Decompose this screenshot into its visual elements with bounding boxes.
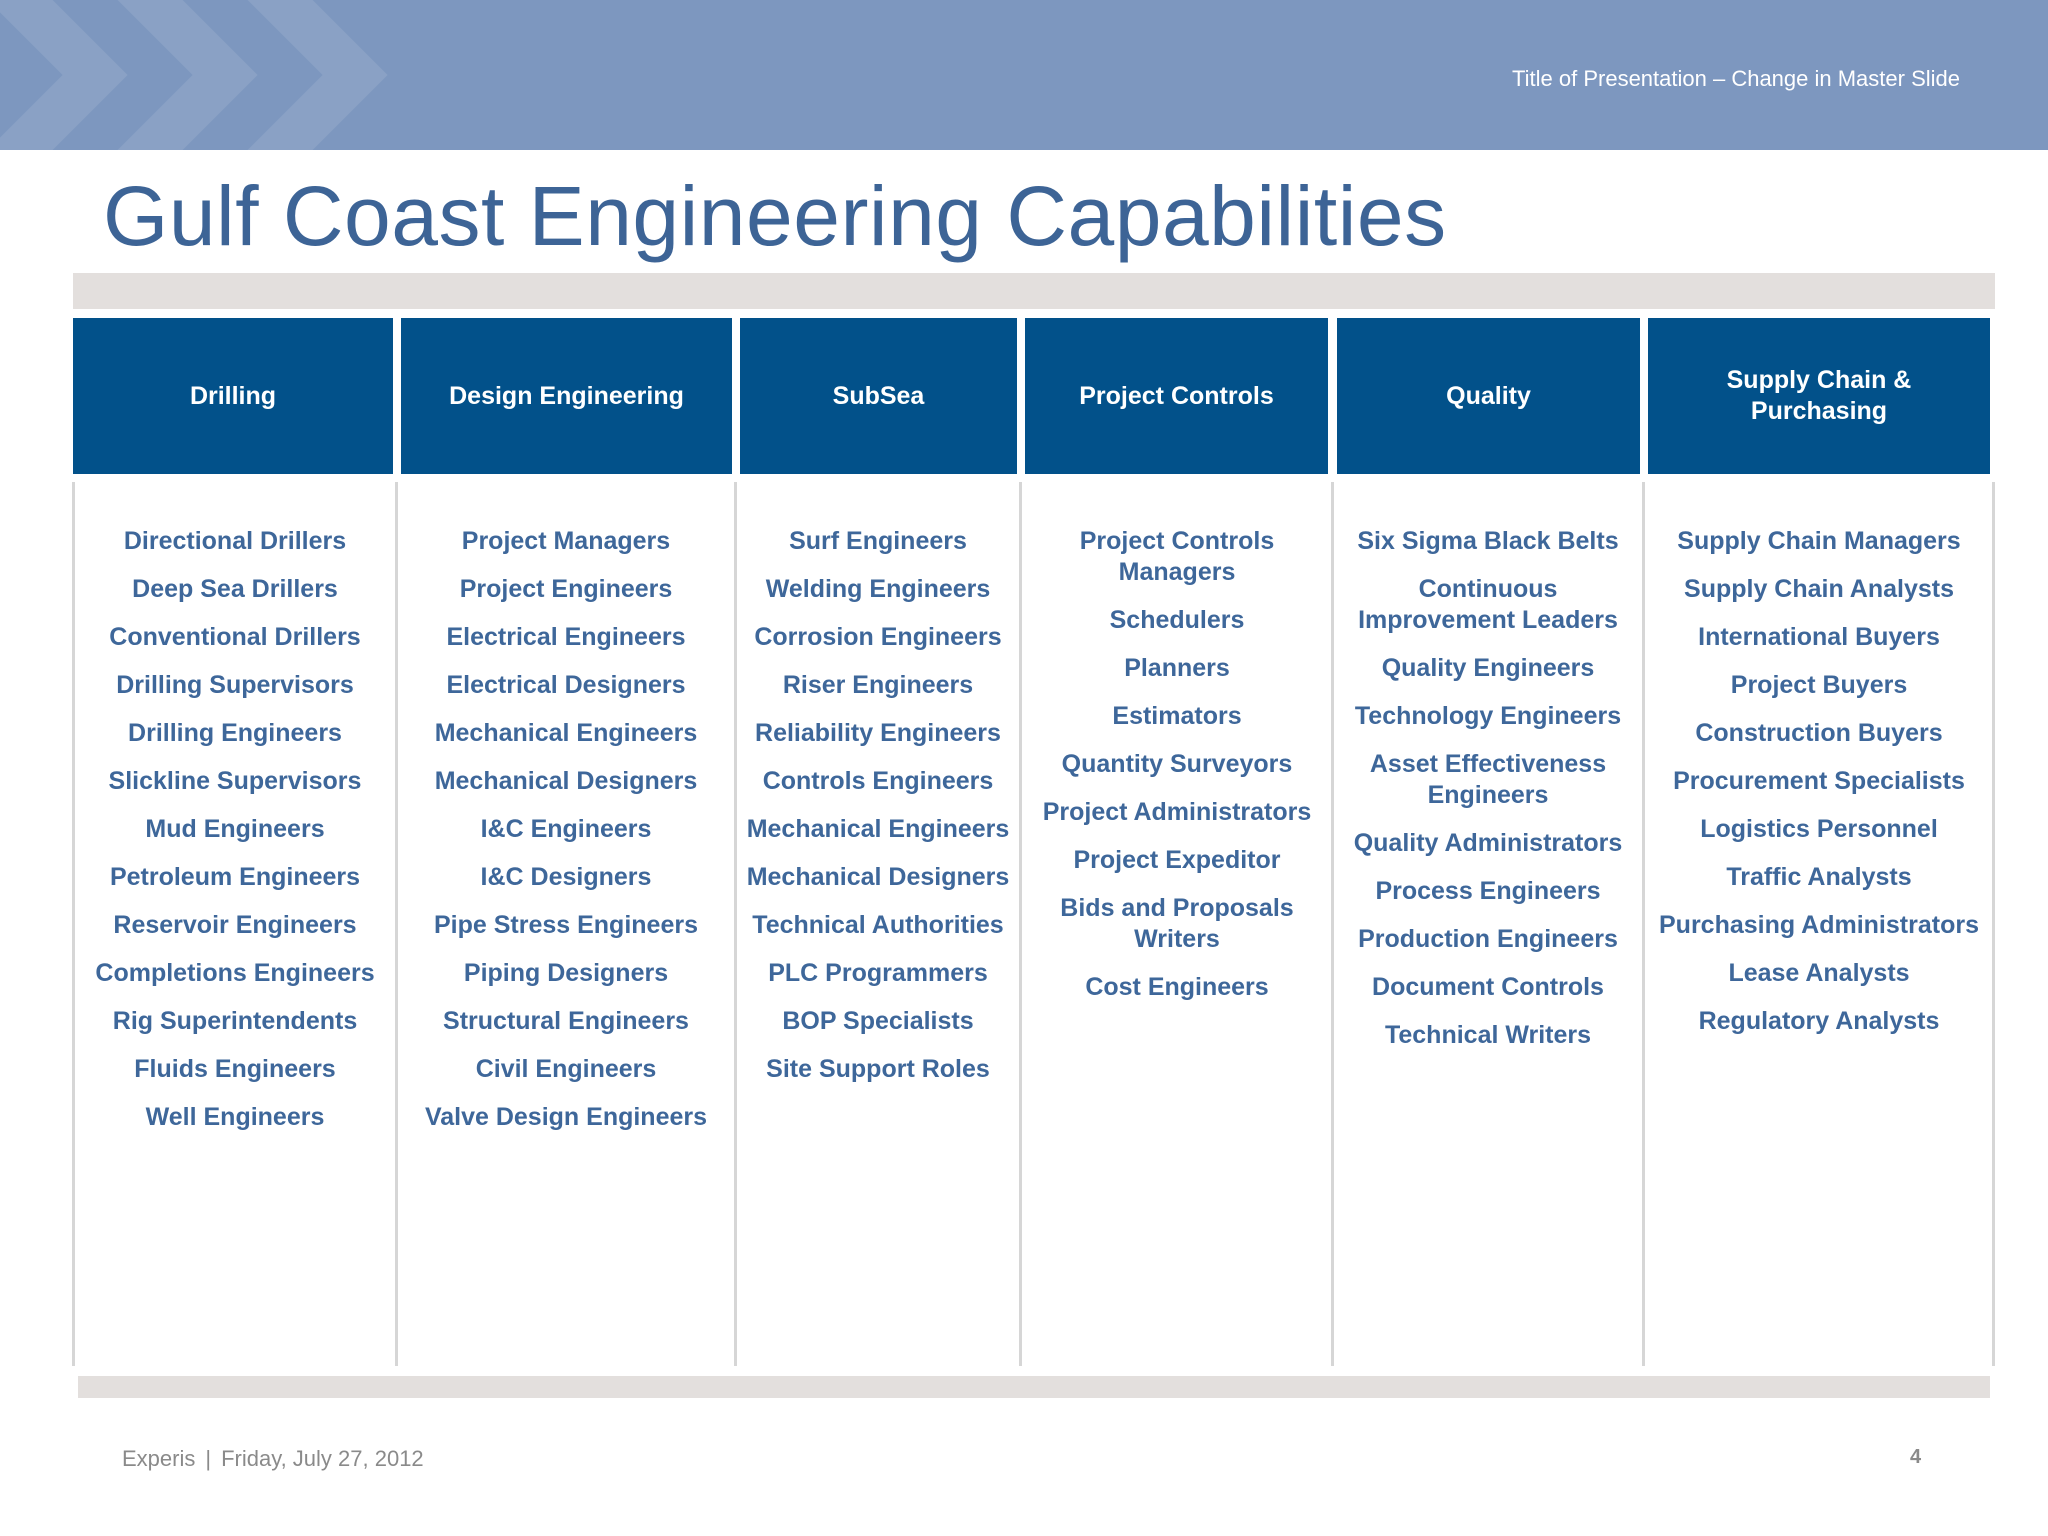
role-item: Six Sigma Black Belts: [1357, 527, 1619, 555]
role-item: Regulatory Analysts: [1698, 1007, 1940, 1035]
role-item: Technical Authorities: [752, 911, 1004, 939]
role-item: Civil Engineers: [475, 1055, 657, 1083]
role-item: Continuous Improvement Leaders: [1358, 575, 1618, 634]
role-item: International Buyers: [1698, 623, 1940, 651]
role-item: Procurement Specialists: [1673, 767, 1965, 795]
top-banner: [0, 0, 2048, 150]
role-item: Riser Engineers: [782, 671, 974, 699]
role-item: Reliability Engineers: [755, 719, 1001, 747]
role-item: Controls Engineers: [762, 767, 994, 795]
role-item: Asset Effectiveness Engineers: [1369, 750, 1607, 809]
role-item: Construction Buyers: [1695, 719, 1943, 747]
column-divider: [72, 482, 75, 1366]
role-item: Traffic Analysts: [1726, 863, 1912, 891]
role-item: Schedulers: [1109, 606, 1245, 634]
role-item: Project Expeditor: [1073, 846, 1281, 874]
header-quality: Quality: [1337, 318, 1640, 474]
column-divider: [1331, 482, 1334, 1366]
header-project-controls: Project Controls: [1025, 318, 1328, 474]
role-item: Estimators: [1112, 702, 1242, 730]
role-item: Mechanical Designers: [434, 767, 698, 795]
role-item: Directional Drillers: [123, 527, 347, 555]
header-supply-chain: Supply Chain & Purchasing: [1648, 318, 1990, 474]
column-divider: [1019, 482, 1022, 1366]
role-item: Valve Design Engineers: [424, 1103, 708, 1131]
bottom-rule: [78, 1376, 1990, 1398]
footer: [122, 1446, 424, 1472]
role-item: Production Engineers: [1358, 925, 1618, 953]
role-item: Project Managers: [461, 527, 671, 555]
role-item: Logistics Personnel: [1700, 815, 1938, 843]
role-item: Technology Engineers: [1354, 702, 1622, 730]
presentation-title-banner: Title of Presentation – Change in Master Slide: [1512, 66, 1960, 91]
header-subsea: SubSea: [740, 318, 1017, 474]
role-item: Supply Chain Managers: [1677, 527, 1961, 555]
footer-date: Friday, July 27, 2012: [221, 1446, 424, 1471]
role-item: Electrical Designers: [446, 671, 686, 699]
role-item: Cost Engineers: [1085, 973, 1269, 1001]
role-item: Mechanical Engineers: [746, 815, 1010, 843]
role-item: Project Administrators: [1042, 798, 1312, 826]
header-drilling: Drilling: [73, 318, 393, 474]
subsea-roles-list: [742, 526, 1014, 1102]
role-item: I&C Engineers: [480, 815, 652, 843]
role-item: I&C Designers: [480, 863, 652, 891]
role-item: Pipe Stress Engineers: [433, 911, 698, 939]
supply-chain-roles-list: [1650, 526, 1988, 1054]
role-item: Rig Superintendents: [112, 1007, 358, 1035]
column-divider: [1992, 482, 1995, 1366]
role-item: Process Engineers: [1375, 877, 1601, 905]
role-item: Purchasing Administrators: [1659, 911, 1979, 939]
role-item: Surf Engineers: [789, 527, 967, 555]
column-divider: [395, 482, 398, 1366]
role-item: Corrosion Engineers: [754, 623, 1002, 651]
role-item: Technical Writers: [1384, 1021, 1592, 1049]
top-rule: [73, 273, 1995, 309]
role-item: Piping Designers: [463, 959, 669, 987]
column-divider: [1642, 482, 1645, 1366]
role-item: Lease Analysts: [1728, 959, 1910, 987]
role-item: Bids and Proposals Writers: [1060, 894, 1294, 953]
role-item: Completions Engineers: [95, 959, 375, 987]
role-item: Document Controls: [1372, 973, 1604, 1001]
role-item: Planners: [1124, 654, 1230, 682]
role-item: Slickline Supervisors: [108, 767, 362, 795]
role-item: Drilling Supervisors: [116, 671, 354, 699]
role-item: Quality Administrators: [1353, 829, 1623, 857]
role-item: BOP Specialists: [782, 1007, 974, 1035]
role-item: Project Engineers: [459, 575, 673, 603]
role-item: Structural Engineers: [443, 1007, 689, 1035]
role-item: Conventional Drillers: [109, 623, 361, 651]
footer-separator: |: [205, 1446, 212, 1471]
page-number: 4: [1910, 1446, 1922, 1468]
role-item: Project Controls Managers: [1079, 527, 1275, 586]
role-item: Site Support Roles: [766, 1055, 990, 1083]
role-item: Mechanical Designers: [746, 863, 1010, 891]
role-item: Mechanical Engineers: [434, 719, 698, 747]
role-item: Mud Engineers: [145, 815, 325, 843]
role-item: Drilling Engineers: [128, 719, 342, 747]
drilling-roles-list: [80, 526, 390, 1150]
role-item: Electrical Engineers: [446, 623, 686, 651]
role-item: Project Buyers: [1730, 671, 1908, 699]
role-item: Deep Sea Drillers: [132, 575, 338, 603]
role-item: Reservoir Engineers: [113, 911, 357, 939]
design-engineering-roles-list: [403, 526, 729, 1150]
quality-roles-list: [1339, 526, 1637, 1068]
role-item: Fluids Engineers: [134, 1055, 336, 1083]
project-controls-roles-list: [1027, 526, 1327, 1020]
role-item: Well Engineers: [145, 1103, 325, 1131]
column-divider: [734, 482, 737, 1366]
role-item: PLC Programmers: [768, 959, 988, 987]
role-item: Quality Engineers: [1381, 654, 1595, 682]
role-item: Petroleum Engineers: [109, 863, 361, 891]
footer-company: Experis: [122, 1446, 196, 1471]
slide-title: Gulf Coast Engineering Capabilities: [103, 169, 1447, 263]
role-item: Quantity Surveyors: [1061, 750, 1293, 778]
role-item: Supply Chain Analysts: [1684, 575, 1954, 603]
role-item: Welding Engineers: [765, 575, 991, 603]
header-design-engineering: Design Engineering: [401, 318, 732, 474]
